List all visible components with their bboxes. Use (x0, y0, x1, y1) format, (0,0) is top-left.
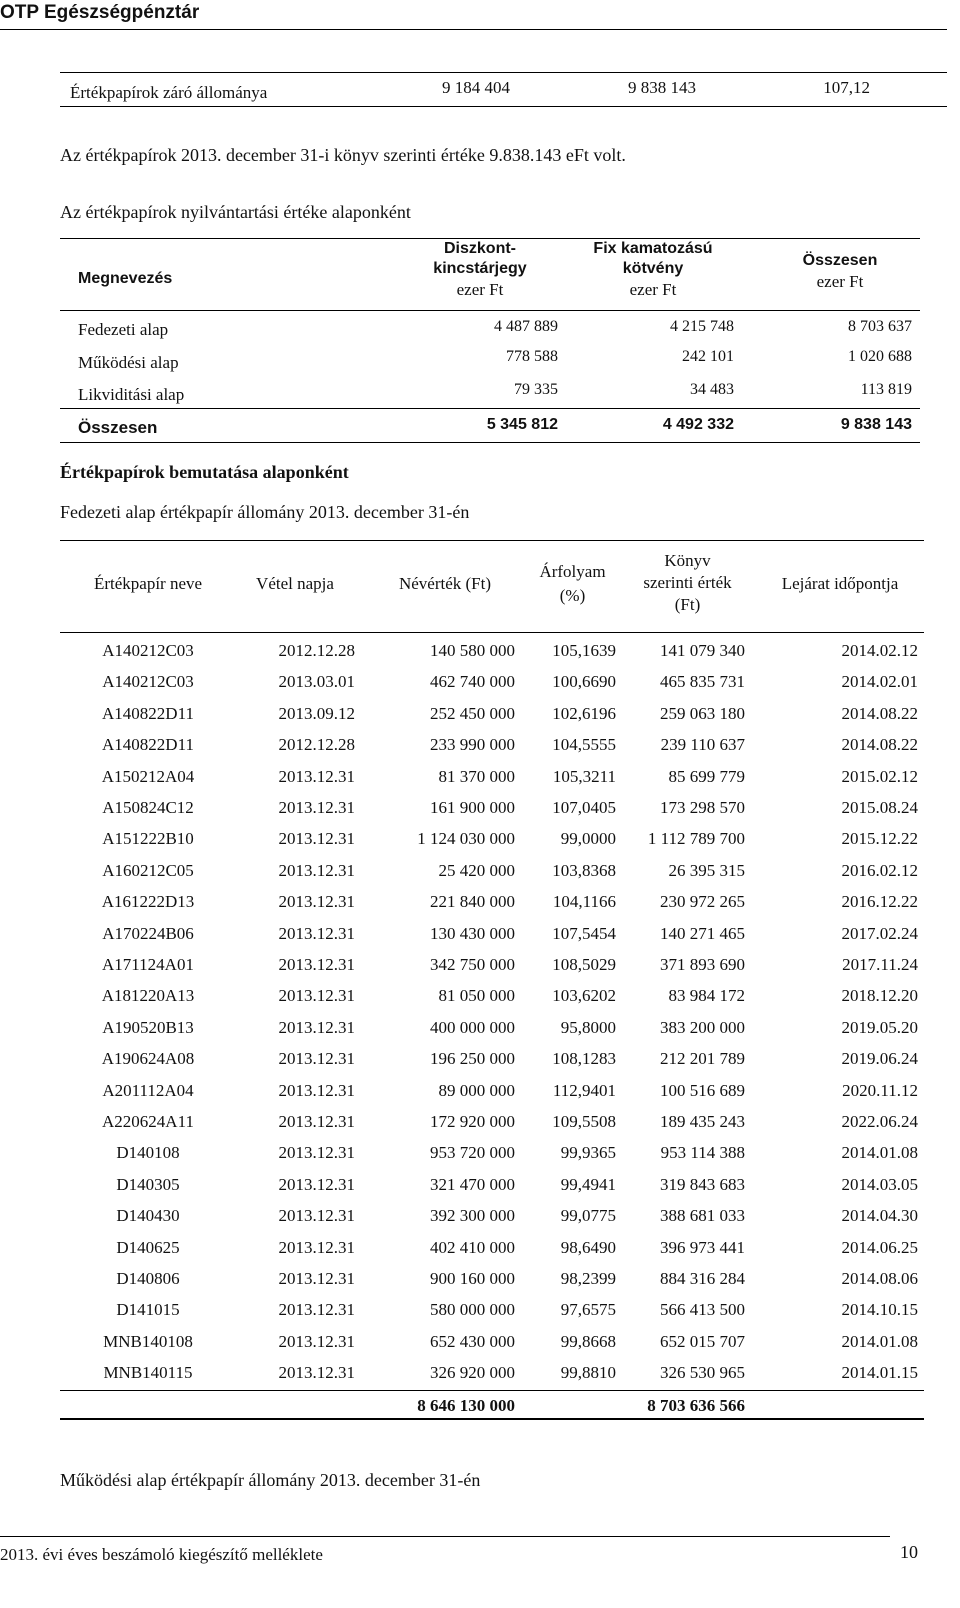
maturity-date: 2014.08.22 (841, 735, 918, 754)
purchase-date: 2013.12.31 (278, 1081, 355, 1100)
operating-fund-subtitle: Működési alap értékpapír állomány 2013. december 31-én (60, 1470, 481, 1490)
closing-row-v3: 107,12 (823, 78, 870, 97)
maturity-date: 2019.06.24 (841, 1049, 918, 1068)
purchase-date: 2013.12.31 (278, 1300, 355, 1319)
purchase-date: 2013.12.31 (278, 1363, 355, 1382)
purchase-date: 2012.12.28 (278, 735, 355, 754)
maturity-date: 2020.11.12 (842, 1081, 918, 1100)
price-percent: 99,9365 (560, 1143, 616, 1162)
register-row-v1: 778 588 (506, 348, 558, 365)
security-name: D140625 (116, 1238, 180, 1257)
purchase-date: 2013.12.31 (278, 829, 355, 848)
register-row-v2: 4 215 748 (670, 318, 734, 335)
register-row-v1: 79 335 (514, 381, 558, 398)
security-name: A140212C03 (102, 672, 194, 691)
purchase-date: 2013.12.31 (278, 1269, 355, 1288)
purchase-date: 2013.12.31 (278, 892, 355, 911)
purchase-date: 2013.12.31 (278, 1018, 355, 1037)
price-percent: 104,5555 (552, 735, 616, 754)
price-percent: 95,8000 (560, 1018, 616, 1037)
price-percent: 107,5454 (552, 924, 616, 943)
register-total-name: Összesen (78, 418, 158, 437)
nominal-value: 81 050 000 (438, 986, 515, 1005)
closing-row-label: Értékpapírok záró állománya (70, 83, 268, 102)
securities-header-book (625, 551, 750, 615)
security-name: A170224B06 (102, 924, 194, 943)
security-name: MNB140108 (103, 1332, 193, 1351)
register-header-col1-unit: ezer Ft (456, 280, 504, 299)
securities-header-maturity: Lejárat időpontja (781, 574, 899, 593)
nominal-value: 221 840 000 (430, 892, 515, 911)
page-number: 10 (900, 1542, 918, 1562)
security-name: A201112A04 (102, 1081, 194, 1100)
maturity-date: 2014.08.06 (841, 1269, 918, 1288)
price-percent: 98,6490 (560, 1238, 616, 1257)
price-percent: 109,5508 (552, 1112, 616, 1131)
book-value: 1 112 789 700 (647, 829, 745, 848)
maturity-date: 2014.04.30 (841, 1206, 918, 1225)
price-percent: 99,8810 (560, 1363, 616, 1382)
maturity-date: 2016.12.22 (841, 892, 918, 911)
price-percent: 99,0000 (560, 829, 616, 848)
security-name: A220624A11 (102, 1112, 194, 1131)
purchase-date: 2013.12.31 (278, 1332, 355, 1351)
purchase-date: 2013.12.31 (278, 861, 355, 880)
nominal-value: 392 300 000 (430, 1206, 515, 1225)
price-percent: 105,3211 (552, 767, 616, 786)
securities-total-top-rule (60, 1390, 924, 1391)
nominal-value: 81 370 000 (438, 767, 515, 786)
price-percent: 99,8668 (560, 1332, 616, 1351)
price-percent: 100,6690 (552, 672, 616, 691)
nominal-value: 130 430 000 (430, 924, 515, 943)
book-value: 100 516 689 (660, 1081, 745, 1100)
securities-header-name: Értékpapír neve (93, 574, 203, 593)
nominal-value: 342 750 000 (430, 955, 515, 974)
purchase-date: 2013.12.31 (278, 1238, 355, 1257)
purchase-date: 2013.12.31 (278, 1112, 355, 1131)
maturity-date: 2015.02.12 (841, 767, 918, 786)
security-name: A140822D11 (102, 735, 194, 754)
securities-header-rate-line1: Árfolyam (539, 562, 606, 581)
book-value: 884 316 284 (660, 1269, 745, 1288)
book-value: 140 271 465 (660, 924, 745, 943)
register-row-name: Fedezeti alap (78, 320, 169, 339)
nominal-value: 252 450 000 (430, 704, 515, 723)
document-header-title: OTP Egészségpénztár (0, 2, 200, 23)
purchase-date: 2013.12.31 (278, 1143, 355, 1162)
nominal-value: 321 470 000 (430, 1175, 515, 1194)
security-name: A140212C03 (102, 641, 194, 660)
maturity-date: 2014.02.12 (841, 641, 918, 660)
security-name: A160212C05 (102, 861, 194, 880)
security-name: D140430 (116, 1206, 180, 1225)
register-header-name: Megnevezés (78, 270, 173, 287)
maturity-date: 2015.08.24 (841, 798, 918, 817)
register-total-v3: 9 838 143 (840, 416, 912, 433)
maturity-date: 2017.02.24 (841, 924, 918, 943)
purchase-date: 2013.12.31 (278, 955, 355, 974)
register-row-name: Működési alap (78, 353, 179, 372)
register-total-rule (60, 408, 920, 409)
register-row-v2: 34 483 (690, 381, 734, 398)
price-percent: 105,1639 (552, 641, 616, 660)
nominal-value: 1 124 030 000 (417, 829, 515, 848)
purchase-date: 2013.12.31 (278, 1175, 355, 1194)
purchase-date: 2012.12.28 (278, 641, 355, 660)
price-percent: 102,6196 (552, 704, 616, 723)
maturity-date: 2017.11.24 (842, 955, 918, 974)
security-name: MNB140115 (103, 1363, 193, 1382)
register-row-v2: 242 101 (682, 348, 734, 365)
securities-header-book-line1: Könyv (664, 551, 711, 570)
section-heading: Értékpapírok bemutatása alaponként (60, 462, 349, 482)
book-value: 230 972 265 (660, 892, 745, 911)
securities-top-rule (60, 540, 924, 541)
price-percent: 98,2399 (560, 1269, 616, 1288)
book-value-text: Az értékpapírok 2013. december 31-i könyv szerinti értéke 9.838.143 eFt volt. (60, 145, 626, 165)
register-total-v2: 4 492 332 (662, 416, 734, 433)
book-value: 212 201 789 (660, 1049, 745, 1068)
book-value: 465 835 731 (660, 672, 745, 691)
register-header-col1-line2: kincstárjegy (433, 260, 527, 277)
purchase-date: 2013.12.31 (278, 986, 355, 1005)
book-value: 85 699 779 (668, 767, 745, 786)
price-percent: 112,9401 (552, 1081, 616, 1100)
securities-header-rate (520, 562, 625, 606)
securities-header-rate-line2: (%) (559, 586, 586, 605)
security-name: D140108 (116, 1143, 180, 1162)
securities-header-date: Vétel napja (256, 574, 334, 593)
price-percent: 107,0405 (552, 798, 616, 817)
register-row-v1: 4 487 889 (494, 318, 558, 335)
maturity-date: 2016.02.12 (841, 861, 918, 880)
register-row-v3: 1 020 688 (848, 348, 912, 365)
register-row-v3: 113 819 (860, 381, 912, 398)
securities-total-bottom-rule (60, 1418, 924, 1420)
securities-header-rule (60, 632, 924, 633)
nominal-value: 900 160 000 (430, 1269, 515, 1288)
cover-fund-subtitle: Fedezeti alap értékpapír állomány 2013. december 31-én (60, 502, 470, 522)
register-header-col3 (780, 252, 900, 292)
maturity-date: 2014.01.15 (841, 1363, 918, 1382)
register-header-col3-line1: Összesen (802, 252, 878, 269)
security-name: A140822D11 (102, 704, 194, 723)
securities-header-nominal: Névérték (Ft) (398, 574, 492, 593)
register-header-col2-unit: ezer Ft (629, 280, 677, 299)
securities-total-nominal: 8 646 130 000 (417, 1396, 515, 1415)
purchase-date: 2013.09.12 (278, 704, 355, 723)
securities-header-book-line3: (Ft) (674, 595, 701, 614)
price-percent: 108,1283 (552, 1049, 616, 1068)
closing-row-v2: 9 838 143 (628, 78, 696, 97)
register-header-col1 (420, 240, 540, 300)
nominal-value: 89 000 000 (438, 1081, 515, 1100)
maturity-date: 2014.01.08 (841, 1143, 918, 1162)
closing-row-top-rule (60, 72, 947, 73)
book-value: 326 530 965 (660, 1363, 745, 1382)
nominal-value: 462 740 000 (430, 672, 515, 691)
securities-total-book: 8 703 636 566 (647, 1396, 745, 1415)
register-header-col2-line2: kötvény (622, 260, 684, 277)
nominal-value: 953 720 000 (430, 1143, 515, 1162)
footer-text: 2013. évi éves beszámoló kiegészítő melléklete (0, 1545, 323, 1564)
book-value: 239 110 637 (660, 735, 745, 754)
maturity-date: 2019.05.20 (841, 1018, 918, 1037)
register-header-col1-line1: Diszkont- (444, 240, 516, 257)
footer-rule (0, 1536, 890, 1537)
maturity-date: 2014.10.15 (841, 1300, 918, 1319)
book-value: 83 984 172 (668, 986, 745, 1005)
purchase-date: 2013.12.31 (278, 1206, 355, 1225)
register-total-v1: 5 345 812 (486, 416, 558, 433)
closing-row-v1: 9 184 404 (442, 78, 510, 97)
security-name: D140305 (116, 1175, 180, 1194)
security-name: A161222D13 (101, 892, 195, 911)
book-value: 371 893 690 (660, 955, 745, 974)
security-name: A150212A04 (101, 767, 195, 786)
register-top-rule (60, 238, 920, 239)
register-header-rule (60, 310, 920, 311)
security-name: A150824C12 (102, 798, 194, 817)
purchase-date: 2013.12.31 (278, 767, 355, 786)
purchase-date: 2013.12.31 (278, 798, 355, 817)
book-value: 383 200 000 (660, 1018, 745, 1037)
nominal-value: 233 990 000 (430, 735, 515, 754)
price-percent: 103,8368 (552, 861, 616, 880)
maturity-date: 2014.08.22 (841, 704, 918, 723)
maturity-date: 2015.12.22 (841, 829, 918, 848)
book-value: 319 843 683 (660, 1175, 745, 1194)
register-row-name: Likviditási alap (78, 385, 185, 404)
security-name: A171124A01 (102, 955, 194, 974)
register-header-col2 (578, 240, 728, 300)
price-percent: 108,5029 (552, 955, 616, 974)
price-percent: 99,4941 (560, 1175, 616, 1194)
purchase-date: 2013.12.31 (278, 924, 355, 943)
nominal-value: 25 420 000 (438, 861, 515, 880)
nominal-value: 140 580 000 (430, 641, 515, 660)
security-name: D140806 (116, 1269, 180, 1288)
price-percent: 104,1166 (552, 892, 616, 911)
nominal-value: 196 250 000 (430, 1049, 515, 1068)
security-name: D141015 (116, 1300, 180, 1319)
closing-row-bottom-rule (60, 106, 947, 107)
book-value: 189 435 243 (660, 1112, 745, 1131)
securities-header-book-line2: szerinti érték (643, 573, 732, 592)
price-percent: 103,6202 (552, 986, 616, 1005)
nominal-value: 161 900 000 (430, 798, 515, 817)
nominal-value: 580 000 000 (430, 1300, 515, 1319)
book-value: 652 015 707 (660, 1332, 745, 1351)
header-rule (0, 29, 947, 30)
book-value: 259 063 180 (660, 704, 745, 723)
security-name: A190520B13 (102, 1018, 194, 1037)
register-header-col2-line1: Fix kamatozású (593, 240, 713, 257)
book-value: 141 079 340 (660, 641, 745, 660)
book-value: 388 681 033 (660, 1206, 745, 1225)
register-row-v3: 8 703 637 (848, 318, 912, 335)
maturity-date: 2014.02.01 (841, 672, 918, 691)
maturity-date: 2018.12.20 (841, 986, 918, 1005)
purchase-date: 2013.03.01 (278, 672, 355, 691)
security-name: A190624A08 (101, 1049, 195, 1068)
book-value: 173 298 570 (660, 798, 745, 817)
price-percent: 99,0775 (560, 1206, 616, 1225)
book-value: 953 114 388 (660, 1143, 745, 1162)
register-header-col3-unit: ezer Ft (816, 272, 864, 291)
nominal-value: 402 410 000 (430, 1238, 515, 1257)
book-value: 26 395 315 (668, 861, 745, 880)
nominal-value: 326 920 000 (430, 1363, 515, 1382)
maturity-date: 2022.06.24 (841, 1112, 918, 1131)
security-name: A151222B10 (102, 829, 194, 848)
maturity-date: 2014.06.25 (841, 1238, 918, 1257)
book-value: 566 413 500 (660, 1300, 745, 1319)
nominal-value: 172 920 000 (430, 1112, 515, 1131)
nominal-value: 652 430 000 (430, 1332, 515, 1351)
book-value: 396 973 441 (660, 1238, 745, 1257)
register-bottom-rule (60, 442, 920, 443)
maturity-date: 2014.01.08 (841, 1332, 918, 1351)
security-name: A181220A13 (101, 986, 195, 1005)
nominal-value: 400 000 000 (430, 1018, 515, 1037)
purchase-date: 2013.12.31 (278, 1049, 355, 1068)
register-title: Az értékpapírok nyilvántartási értéke alaponként (60, 202, 411, 222)
maturity-date: 2014.03.05 (841, 1175, 918, 1194)
price-percent: 97,6575 (560, 1300, 616, 1319)
